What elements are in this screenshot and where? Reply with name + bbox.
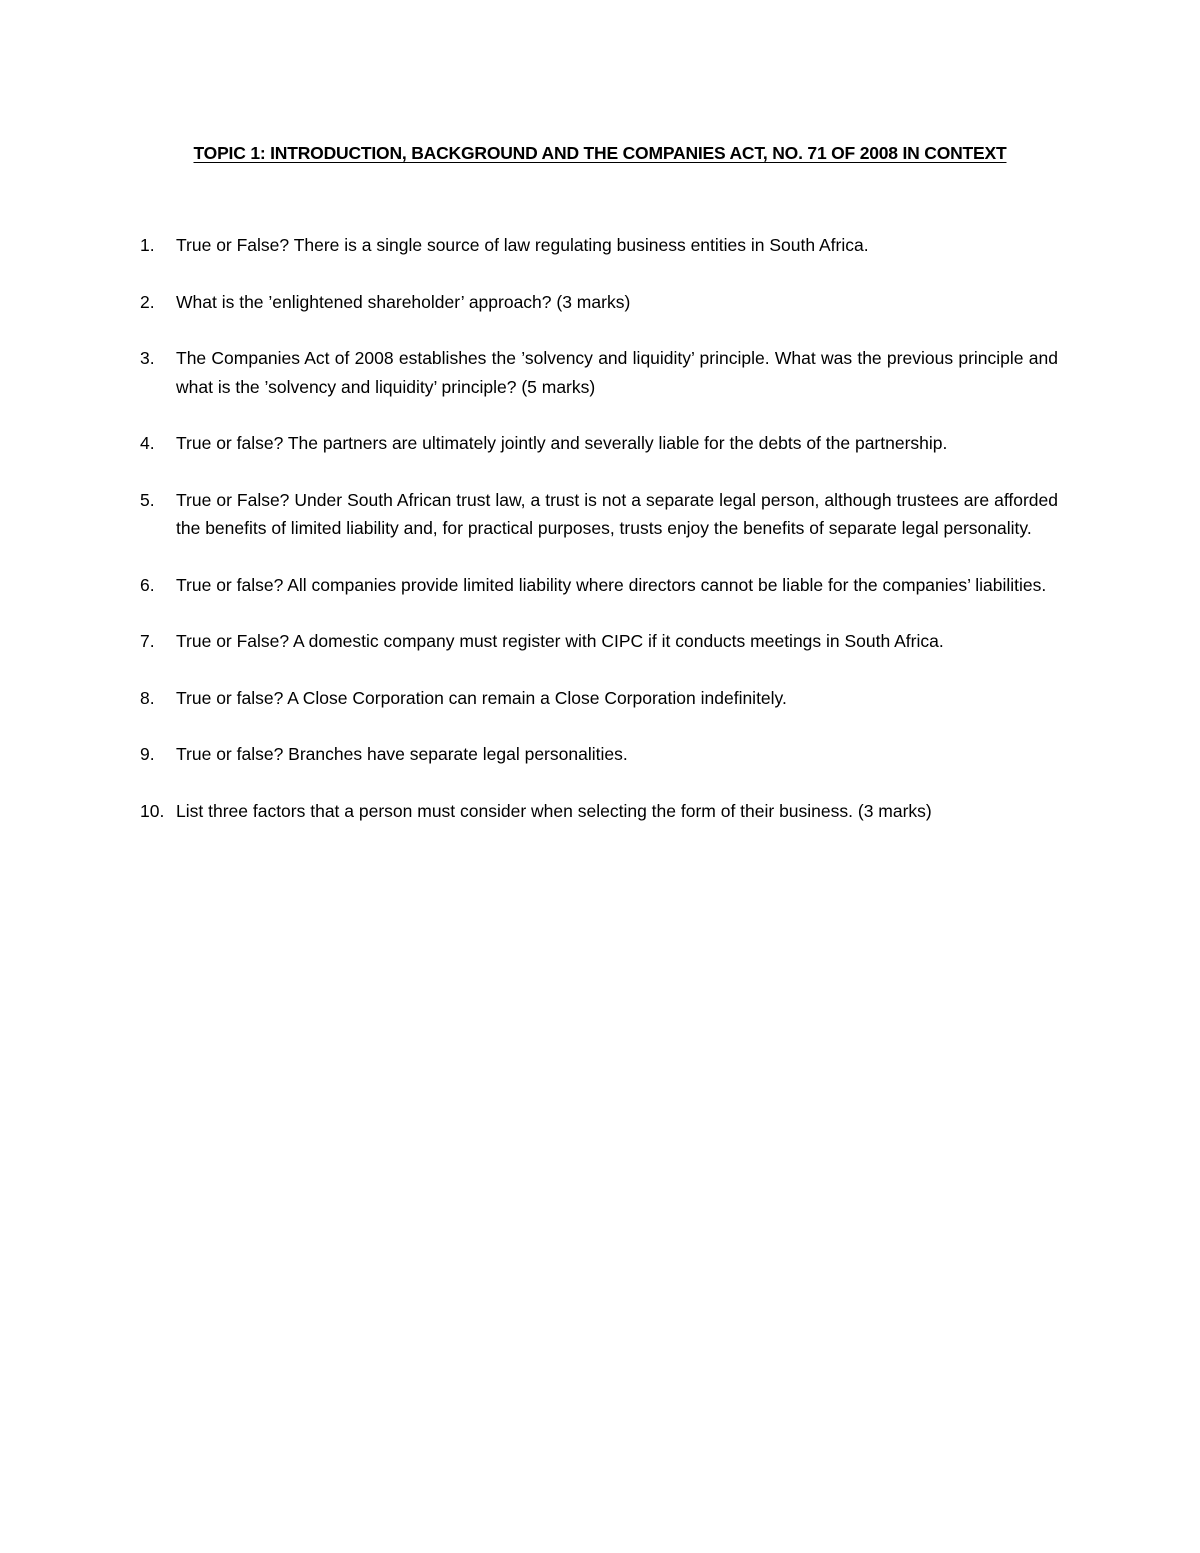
question-number: 10.: [140, 800, 165, 821]
question-text: True or False? Under South African trust law, a trust is not a separate legal person, although trustees are afforded the benefits of limited liability and, for practical purposes, trusts enjoy the benefits of separate legal personality.: [176, 489, 1058, 538]
question-number: 7.: [140, 631, 155, 651]
question-item: [140, 740, 1058, 769]
question-text: True or false? Branches have separate legal personalities.: [176, 744, 628, 764]
question-text: List three factors that a person must consider when selecting the form of their business. (3 marks): [176, 800, 932, 821]
question-list: [140, 231, 1058, 853]
question-number: 6.: [140, 574, 155, 595]
question-item: [140, 571, 1058, 600]
document-title: TOPIC 1: INTRODUCTION, BACKGROUND AND THE COMPANIES ACT, NO. 71 OF 2008 IN CONTEXT: [193, 143, 1007, 163]
question-number: 3.: [140, 348, 155, 368]
question-text: The Companies Act of 2008 establishes the ’solvency and liquidity’ principle. What was the previous principle and what is the ’solvency and liquidity’ principle? (5 marks): [176, 348, 1058, 397]
question-text: True or False? There is a single source of law regulating business entities in South Africa.: [176, 235, 869, 255]
question-text: What is the ’enlightened shareholder’ approach? (3 marks): [176, 291, 631, 312]
question-number: 9.: [140, 744, 155, 764]
question-text: True or false? All companies provide limited liability where directors cannot be liable for the companies’ liabilities.: [176, 574, 1047, 595]
question-item: [140, 231, 1058, 260]
question-item: [140, 288, 1058, 317]
question-text: True or False? A domestic company must register with CIPC if it conducts meetings in South Africa.: [176, 631, 944, 651]
question-item: [140, 627, 1058, 656]
question-item: [140, 344, 1058, 401]
question-text: True or false? A Close Corporation can remain a Close Corporation indefinitely.: [176, 687, 787, 708]
question-item: [140, 486, 1058, 543]
question-item: [140, 429, 1058, 458]
question-text: True or false? The partners are ultimately jointly and severally liable for the debts of the partnership.: [176, 433, 948, 453]
question-number: 8.: [140, 687, 155, 708]
question-item: [140, 684, 1058, 713]
question-number: 5.: [140, 489, 155, 510]
question-number: 2.: [140, 291, 155, 312]
question-number: 4.: [140, 433, 155, 453]
question-number: 1.: [140, 235, 155, 255]
question-item: [140, 797, 1058, 826]
